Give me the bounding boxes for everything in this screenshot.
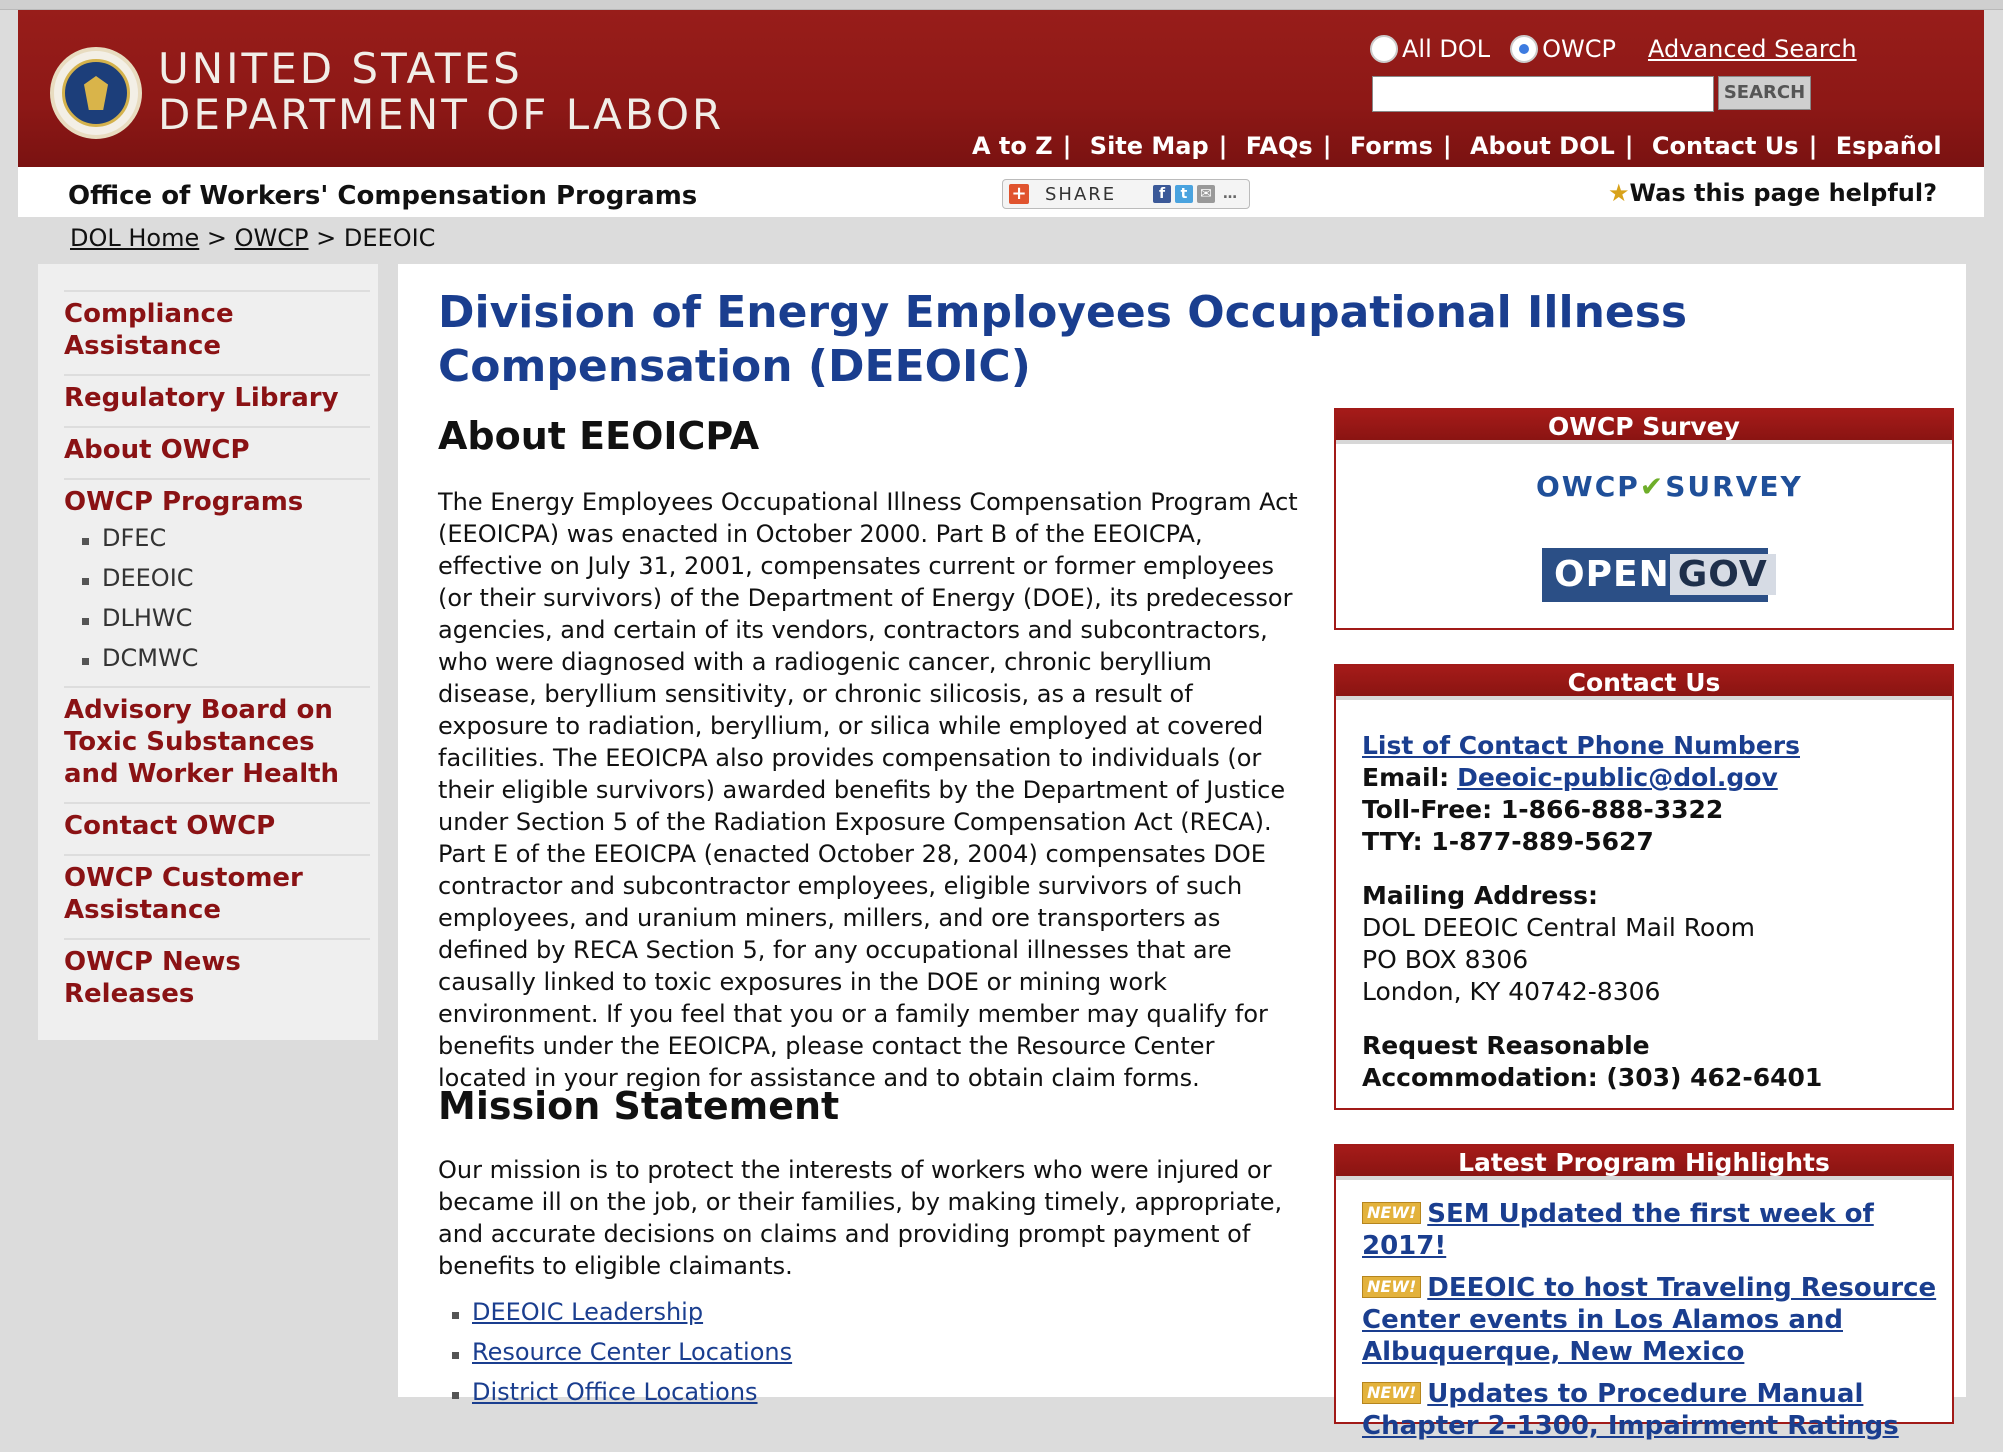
page-helpful-label: Was this page helpful? (1629, 179, 1938, 207)
toll-free-number: Toll-Free: 1-866-888-3322 (1362, 795, 1724, 824)
contact-phone-list-link[interactable]: List of Contact Phone Numbers (1362, 731, 1800, 760)
about-paragraph: The Energy Employees Occupational Illness Compensation Program Act (EEOICPA) was enacted in October 2000. Part B of the EEOICPA, effective on July 31, 2001, compensates current or former employees (or their survivors) of the Department of Energy (DOE), its predecessor agencies, and certain of its vendors, contractors and subcontractors, who were diagnosed with a radiogenic cancer, chronic beryllium disease, beryllium sensitivity, or chronic silicosis, as a result of exposure to radiation, beryllium, or silica while employed at covered facilities. The EEOICPA also provides compensation to individuals (or their eligible survivors) awarded benefits by the Department of Justice under Section 5 of the Radiation Exposure Compensation Act (RECA). Part E of the EEOICPA (enacted October 28, 2004) compensates DOE contractor and subcontractor employees, eligible survivors of such employees, and uranium miners, millers, and ore transporters as defined by RECA Section 5, for any occupational illnesses that are causally linked to toxic exposures in the DOE or mining work environment. If you feel that you or a family member may qualify for benefits under the EEOICPA, please contact the Resource Center located in your region for assistance and to obtain claim forms. (438, 488, 1298, 1092)
highlights-list (1362, 1198, 1948, 1452)
main-content (398, 264, 1966, 1441)
sidebar-sub-dlhwc[interactable]: DLHWC (102, 598, 370, 638)
mission-paragraph: Our mission is to protect the interests of workers who were injured or became ill on the job, or their families, by making timely, appropriate, and accurate decisions on claims and providing prompt payment of benefits to eligible claimants. (438, 1156, 1283, 1280)
search-button[interactable]: SEARCH (1718, 76, 1811, 110)
list-item (1362, 1198, 1948, 1262)
logo-line-1[interactable]: UNITED STATES (158, 44, 523, 93)
list-item (472, 1372, 1172, 1412)
dol-seal-logo[interactable] (50, 47, 142, 139)
address-line-2: PO BOX 8306 (1362, 945, 1529, 974)
breadcrumb-owcp[interactable]: OWCP (234, 224, 309, 252)
sidebar-nav (64, 290, 370, 1022)
opengov-open: OPEN (1554, 554, 1670, 595)
sidebar-item-label[interactable]: OWCP Customer Assistance (64, 863, 303, 925)
link-district-office-locations[interactable]: District Office Locations (472, 1378, 758, 1406)
radio-all-dol[interactable] (1370, 35, 1398, 63)
sidebar-item-regulatory[interactable] (64, 374, 370, 426)
share-button[interactable] (1002, 179, 1250, 209)
new-badge-icon: NEW! (1362, 1202, 1421, 1224)
address-line-1: DOL DEEOIC Central Mail Room (1362, 913, 1755, 942)
survey-logo-left: OWCP (1536, 470, 1640, 503)
survey-box-heading: OWCP Survey (1336, 410, 1952, 444)
contact-email-link[interactable]: Deeoic-public@dol.gov (1457, 763, 1778, 792)
owcp-survey-box (1334, 408, 1954, 630)
sidebar-item-label[interactable]: Advisory Board on Toxic Substances and Worker Health (64, 695, 340, 789)
breadcrumb-sep: > (206, 224, 227, 252)
program-highlights-box (1334, 1144, 1954, 1441)
page-title: Division of Energy Employees Occupational Illness Compensation (DEEOIC) (438, 287, 1688, 392)
sidebar-item-customer[interactable] (64, 854, 370, 938)
nav-espanol[interactable]: Español (1835, 132, 1942, 160)
nav-site-map[interactable]: Site Map (1089, 132, 1209, 160)
star-icon: ★ (1608, 179, 1630, 207)
sub-header-bar (18, 167, 1984, 217)
new-badge-icon: NEW! (1362, 1382, 1421, 1404)
breadcrumb-dol-home[interactable]: DOL Home (70, 224, 200, 252)
site-header (18, 10, 1984, 167)
sidebar-item-programs[interactable] (64, 478, 370, 686)
sidebar-programs-sublist (64, 518, 370, 686)
breadcrumb-current: DEEOIC (343, 224, 436, 252)
contact-us-box (1334, 664, 1954, 1110)
office-title[interactable]: Office of Workers' Compensation Programs (68, 181, 698, 211)
email-label: Email: (1362, 763, 1450, 792)
sidebar-item-news[interactable] (64, 938, 370, 1022)
sidebar-item-label[interactable]: OWCP Programs (64, 487, 304, 517)
radio-all-dol-label: All DOL (1402, 35, 1491, 63)
facebook-icon[interactable]: f (1153, 185, 1171, 203)
sidebar-sub-dcmwc[interactable]: DCMWC (102, 638, 370, 678)
mailing-address-label: Mailing Address: (1362, 881, 1599, 910)
sidebar-item-label[interactable]: Contact OWCP (64, 811, 276, 841)
nav-about-dol[interactable]: About DOL (1469, 132, 1615, 160)
sidebar-sub-dfec[interactable]: DFEC (102, 518, 370, 558)
highlight-link-3[interactable]: Updates to Procedure Manual Chapter 2-1300, Impairment Ratings (1362, 1379, 1899, 1441)
share-label: SHARE (1045, 184, 1117, 205)
breadcrumb (70, 224, 435, 252)
owcp-survey-logo[interactable] (1536, 470, 1803, 503)
nav-forms[interactable]: Forms (1349, 132, 1433, 160)
sidebar-item-label[interactable]: Compliance Assistance (64, 299, 234, 361)
list-item (1362, 1272, 1948, 1368)
search-input[interactable] (1372, 76, 1714, 112)
highlight-link-2[interactable]: DEEOIC to host Traveling Resource Center events in Los Alamos and Albuquerque, New Mexico (1362, 1273, 1937, 1367)
highlight-link-1[interactable]: SEM Updated the first week of 2017! (1362, 1199, 1874, 1261)
new-badge-icon: NEW! (1362, 1276, 1421, 1298)
resource-links (472, 1292, 1172, 1412)
accommodation-line-2: Accommodation: (303) 462-6401 (1362, 1063, 1823, 1092)
sidebar-item-label[interactable]: Regulatory Library (64, 383, 339, 413)
top-nav: A to Z | Site Map | FAQs | Forms | About DOL | Contact Us | Español (972, 132, 1942, 160)
page-helpful-link[interactable] (1608, 179, 1937, 207)
seal-inner-icon (62, 59, 130, 127)
link-resource-center-locations[interactable]: Resource Center Locations (472, 1338, 793, 1366)
radio-owcp-label: OWCP (1542, 35, 1616, 63)
advanced-search-link[interactable]: Advanced Search (1647, 35, 1857, 63)
twitter-icon[interactable]: t (1175, 185, 1193, 203)
highlights-box-heading: Latest Program Highlights (1336, 1146, 1952, 1180)
accommodation-line-1: Request Reasonable (1362, 1031, 1650, 1060)
opengov-gov: GOV (1670, 554, 1776, 595)
browser-top-strip (0, 0, 2003, 10)
contact-box-heading: Contact Us (1336, 666, 1952, 700)
survey-logo-right: SURVEY (1665, 470, 1803, 503)
contact-details (1362, 730, 1822, 1094)
sidebar-item-compliance[interactable] (64, 290, 370, 374)
more-share-icon[interactable]: … (1223, 186, 1237, 202)
link-deeoic-leadership[interactable]: DEEOIC Leadership (472, 1298, 704, 1326)
eagle-icon (84, 76, 108, 110)
radio-owcp[interactable] (1510, 35, 1538, 63)
breadcrumb-sep: > (316, 224, 337, 252)
tty-number: TTY: 1-877-889-5627 (1362, 827, 1654, 856)
sidebar-item-label[interactable]: About OWCP (64, 435, 250, 465)
share-plus-icon: + (1009, 184, 1029, 204)
left-sidebar (38, 264, 378, 1040)
list-item (472, 1292, 1172, 1332)
list-item (1362, 1378, 1948, 1442)
email-share-icon[interactable]: ✉ (1197, 185, 1215, 203)
sidebar-item-label[interactable]: OWCP News Releases (64, 947, 241, 1009)
checkmark-icon: ✔ (1639, 470, 1666, 503)
nav-faqs[interactable]: FAQs (1245, 132, 1313, 160)
mission-heading: Mission Statement (438, 1084, 840, 1128)
sidebar-item-about[interactable] (64, 426, 370, 478)
sidebar-item-advisory[interactable] (64, 686, 370, 802)
about-heading: About EEOICPA (438, 414, 760, 458)
nav-contact-us[interactable]: Contact Us (1651, 132, 1799, 160)
search-scope-radios (1370, 35, 1857, 63)
address-line-3: London, KY 40742-8306 (1362, 977, 1661, 1006)
nav-a-to-z[interactable]: A to Z (972, 132, 1053, 160)
open-gov-logo[interactable] (1542, 548, 1768, 602)
sidebar-item-contact[interactable] (64, 802, 370, 854)
list-item (472, 1332, 1172, 1372)
logo-line-2[interactable]: DEPARTMENT OF LABOR (158, 90, 725, 139)
sidebar-sub-deeoic[interactable]: DEEOIC (102, 558, 370, 598)
